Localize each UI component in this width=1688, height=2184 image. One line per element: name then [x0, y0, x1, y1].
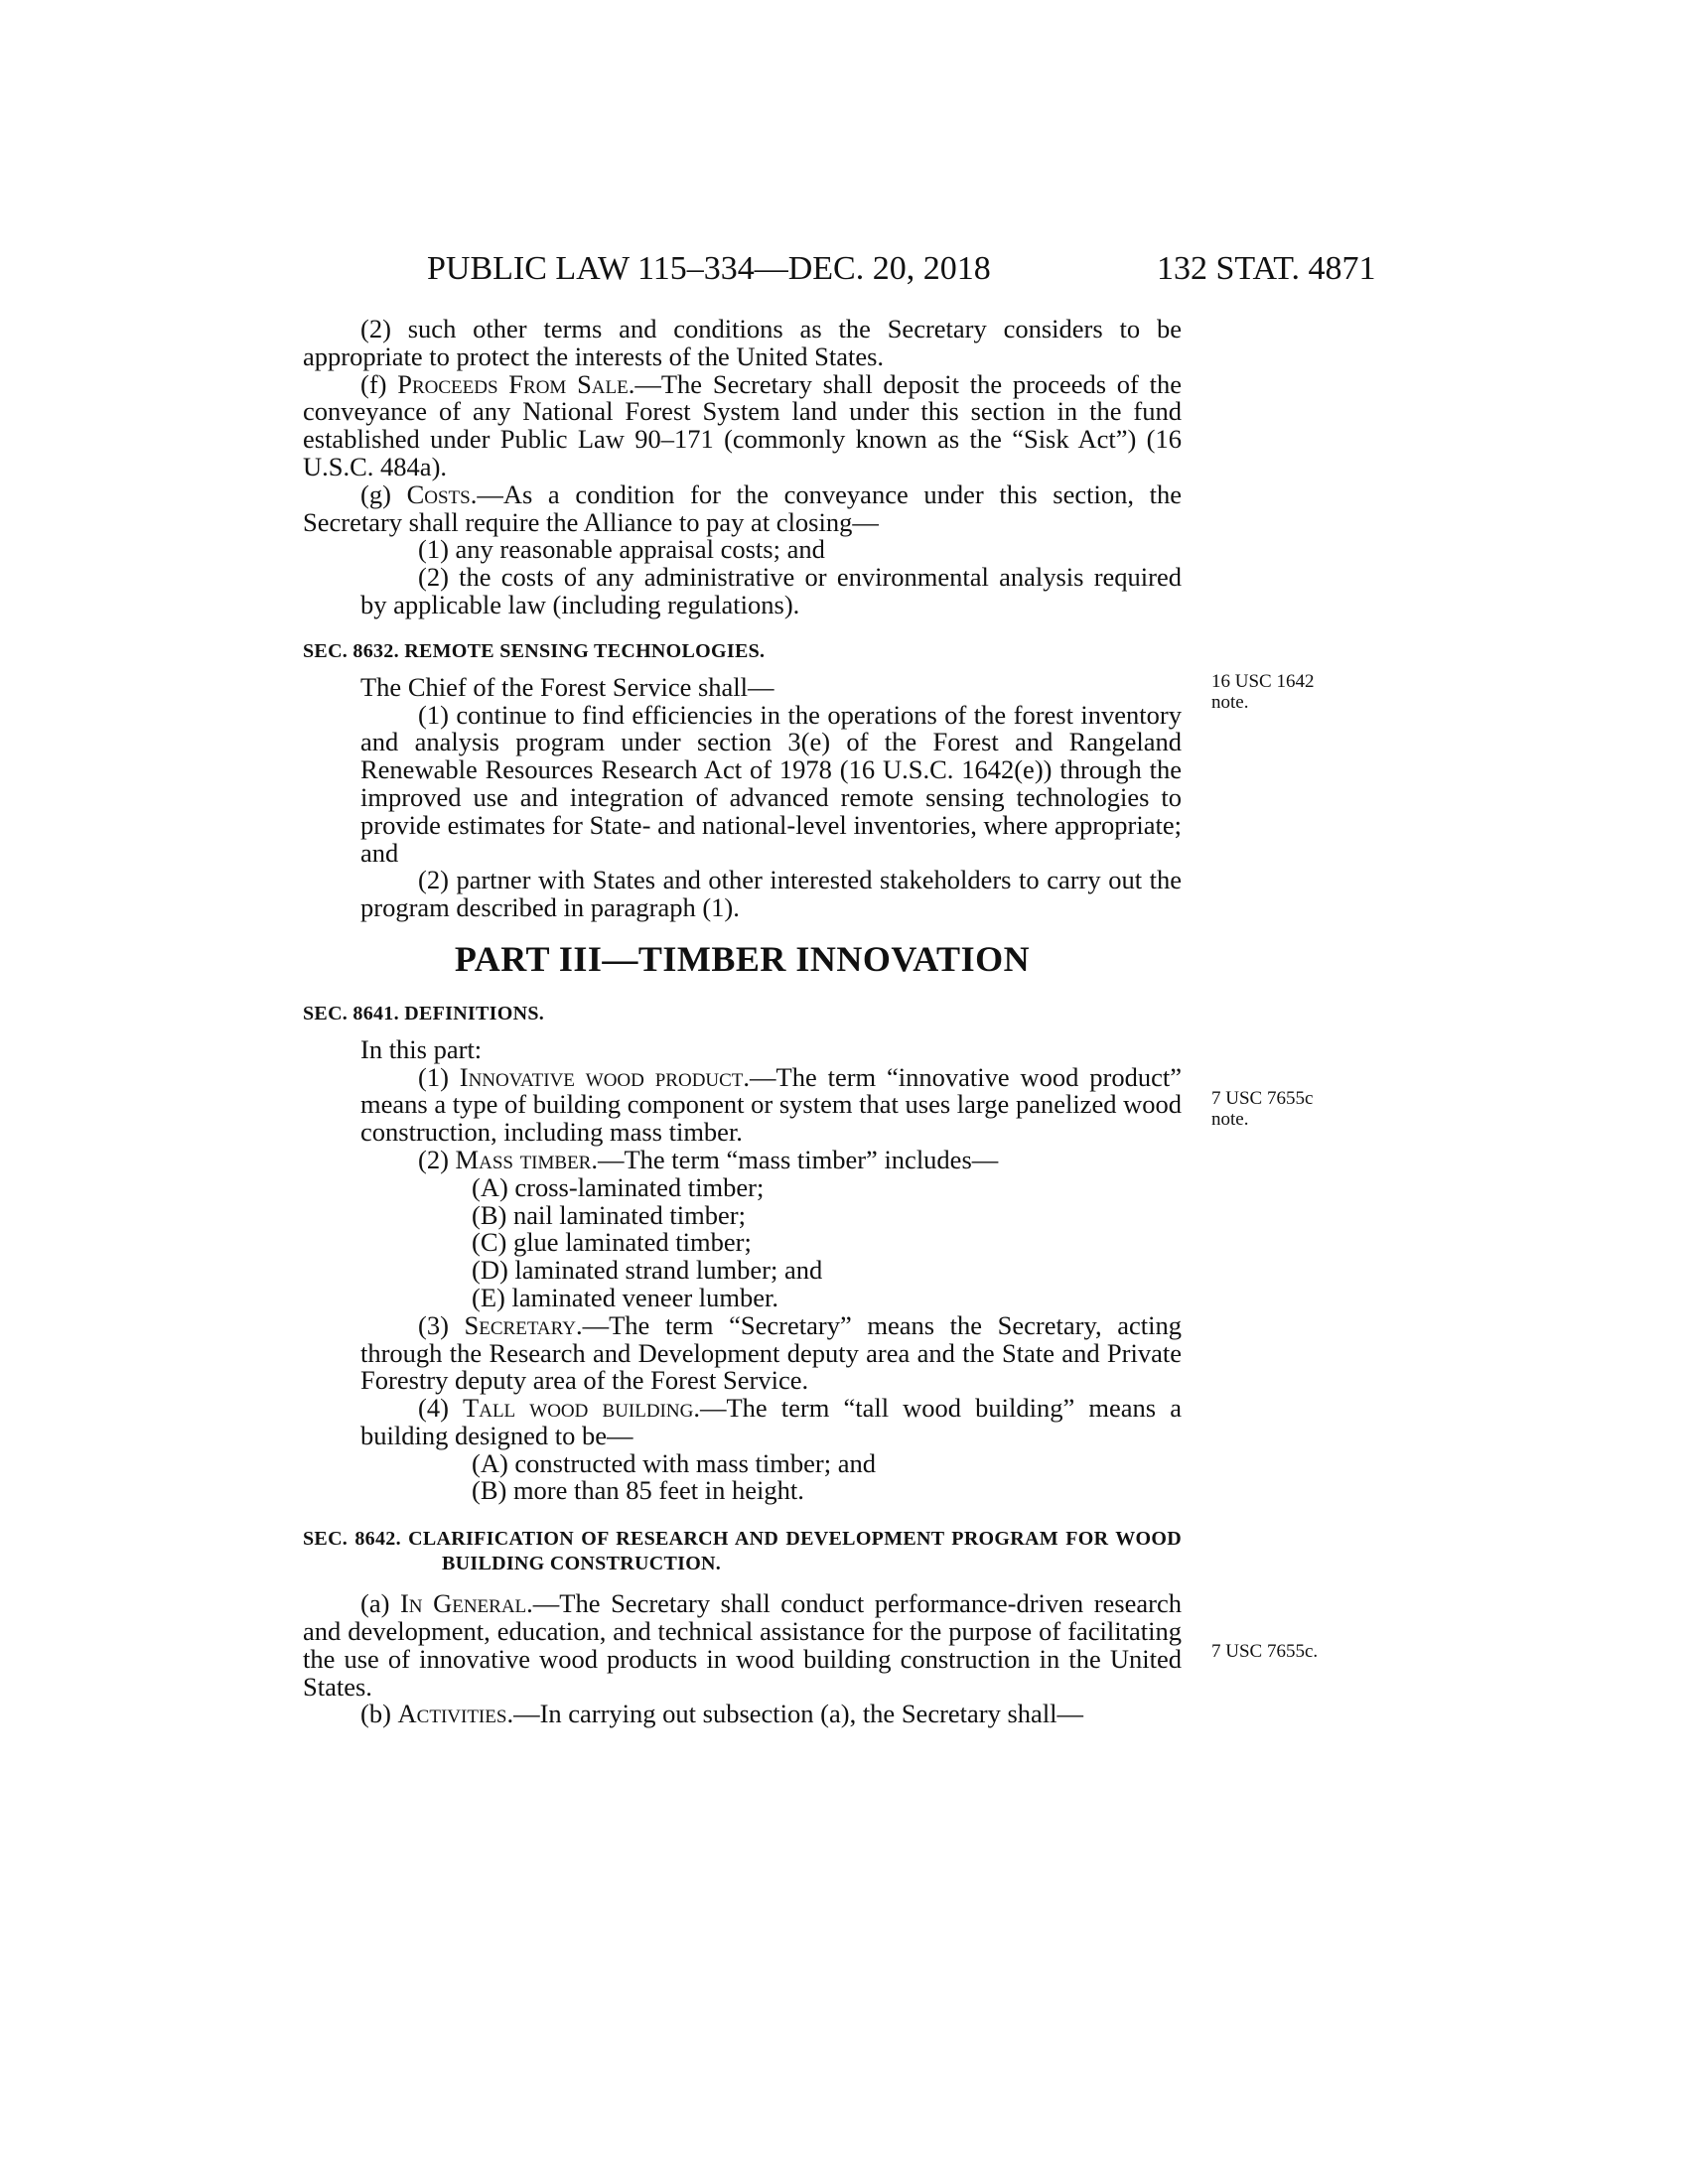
section-heading-8641: SEC. 8641. DEFINITIONS. [303, 1002, 545, 1024]
margin-note-line: note. [1211, 692, 1249, 713]
statute-page-number: 132 STAT. 4871 [1157, 250, 1376, 287]
subsection-label: (g) [360, 478, 407, 509]
definition-2-item: (C) glue laminated timber; [472, 1227, 752, 1258]
margin-note-sec-8632 [1211, 671, 1360, 713]
definition-heading: Innovative wood product [459, 1061, 744, 1092]
margin-note-sec-8641 [1211, 1088, 1360, 1130]
definition-2-item: (B) nail laminated timber; [472, 1199, 746, 1230]
definition-2-item: (A) cross-laminated timber; [472, 1171, 765, 1202]
definition-4 [303, 1395, 1182, 1450]
subsection-heading: Activities [397, 1699, 507, 1729]
section-intro-8641: In this part: [360, 1033, 483, 1064]
document-body [303, 316, 1182, 1728]
margin-note-line: note. [1211, 1109, 1249, 1130]
definition-2-item: (E) laminated veneer lumber. [472, 1282, 779, 1312]
subsection-heading: Costs [406, 478, 471, 509]
definition-label: (1) [418, 1061, 460, 1092]
section-heading-8632: SEC. 8632. REMOTE SENSING TECHNOLOGIES. [303, 639, 766, 662]
definition-text: .—The term “Secretary” means the Secretary, acting through the Research and Development deputy area and the State and Private Forestry deputy area of the Forest Service. [360, 1309, 1182, 1396]
definition-1 [303, 1061, 1182, 1148]
definition-4-item: (B) more than 85 feet in height. [472, 1475, 804, 1506]
subsection-text: .—The Secretary shall conduct performance-driven research and development, education, and technical assistance for the purpose of facilitating the use of innovative wood products in wood building construction in the United States. [303, 1588, 1182, 1702]
subsection-a [303, 1590, 1182, 1701]
paragraph-8632-1: (1) continue to find efficiencies in the operations of the forest inventory and analysis program under section 3(e) of the Forest and Rangeland Renewable Resources Research Act of 1978 (16 U.S.C. 1642(e)) through the improved use and integration of advanced remote sensing technologies to provide estimates for State- and national-level inventories, where appropriate; and [360, 699, 1182, 868]
definition-text: .—The term “mass timber” includes— [591, 1144, 999, 1174]
paragraph-e2: (2) such other terms and conditions as the Secretary considers to be appropriate to protect the interests of the United States. [303, 314, 1182, 371]
subsection-g [303, 478, 1182, 537]
subsection-label: (a) [360, 1588, 400, 1619]
definition-text: .—The term “tall wood building” means a building designed to be— [360, 1393, 1182, 1450]
definition-heading: Mass timber [455, 1144, 592, 1174]
paragraph-g1: (1) any reasonable appraisal costs; and [418, 534, 825, 565]
running-head-title: PUBLIC LAW 115–334—DEC. 20, 2018 [427, 250, 991, 287]
definition-2 [303, 1144, 1182, 1174]
definition-heading: Secretary [464, 1309, 576, 1340]
definition-3 [303, 1309, 1182, 1396]
subsection-text: .—The Secretary shall deposit the proceeds of the conveyance of any National Forest System land under this section in the fund established under Public Law 90–171 (commonly known as the “Sisk Act”) (16 U.S.C. 484a). [303, 368, 1182, 481]
definition-label: (3) [418, 1309, 465, 1340]
subsection-b [303, 1701, 1182, 1728]
paragraph-g2: (2) the costs of any administrative or environmental analysis required by applicable law (including regulations). [360, 562, 1182, 619]
subsection-label: (f) [360, 368, 398, 399]
subsection-text: .—In carrying out subsection (a), the Secretary shall— [506, 1699, 1084, 1729]
definition-label: (4) [418, 1393, 464, 1424]
part-heading: PART III—TIMBER INNOVATION [454, 938, 1031, 979]
subsection-label: (b) [360, 1699, 398, 1729]
margin-note-sec-8642 [1211, 1641, 1360, 1662]
margin-note-line: 7 USC 7655c. [1211, 1641, 1319, 1662]
subsection-heading: In General [399, 1588, 527, 1619]
definition-4-item: (A) constructed with mass timber; and [472, 1447, 876, 1478]
definition-heading: Tall wood building [463, 1393, 694, 1424]
definition-text: .—The term “innovative wood product” means a type of building component or system that uses large panelized wood construction, including mass timber. [360, 1061, 1182, 1148]
section-intro-8632: The Chief of the Forest Service shall— [360, 671, 774, 702]
margin-note-line: 16 USC 1642 [1211, 671, 1315, 692]
section-heading-8642: SEC. 8642. CLARIFICATION OF RESEARCH AND DEVELOPMENT PROGRAM FOR WOOD BUILDING CONSTRUCTION. [303, 1528, 1182, 1575]
margin-note-line: 7 USC 7655c [1211, 1088, 1314, 1109]
subsection-heading: Proceeds From Sale [397, 368, 629, 399]
subsection-f [303, 368, 1182, 481]
subsection-text: .—As a condition for the conveyance under this section, the Secretary shall require the Alliance to pay at closing— [303, 478, 1182, 537]
definition-2-item: (D) laminated strand lumber; and [472, 1255, 823, 1286]
paragraph-8632-2: (2) partner with States and other interested stakeholders to carry out the program described in paragraph (1). [360, 865, 1182, 923]
definition-label: (2) [418, 1144, 456, 1174]
